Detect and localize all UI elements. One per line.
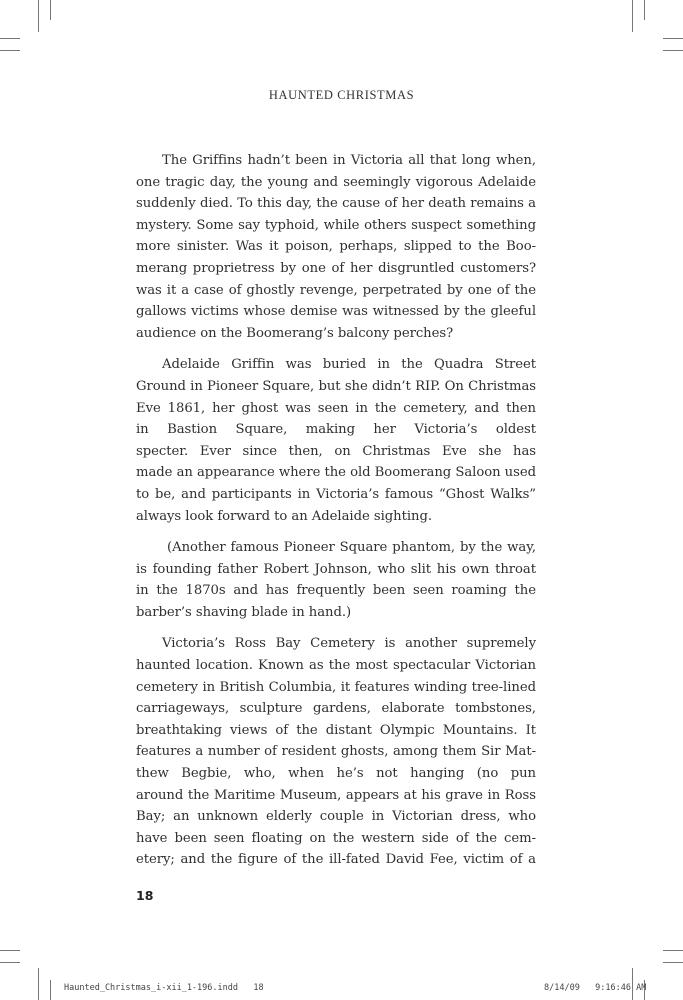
text-line: always look forward to an Adelaide sighting. xyxy=(136,508,432,524)
text-line: one tragic day, the young and seemingly vigorous Adelaide xyxy=(136,174,536,190)
text-line: etery; and the figure of the ill-fated David Fee, victim of a xyxy=(136,852,536,868)
crop-mark xyxy=(632,0,633,32)
crop-mark xyxy=(38,968,39,1000)
text-line: suddenly died. To this day, the cause of her death remains a xyxy=(136,196,536,212)
crop-mark xyxy=(663,950,683,951)
text-line: The Griffins hadn’t been in Victoria all that long when, xyxy=(162,153,536,168)
text-line: (Another famous Pioneer Square phantom, by the way, xyxy=(167,540,536,556)
text-line: audience on the Boomerang’s balcony perches? xyxy=(136,325,454,341)
body-text xyxy=(136,150,536,871)
text-line: in the 1870s and has frequently been seen roaming the xyxy=(136,583,536,599)
text-line: thew Begbie, who, when he’s not hanging (no pun xyxy=(136,766,536,782)
text-line: specter. Ever since then, on Christmas Eve she has xyxy=(136,443,536,459)
text-line: breathtaking views of the distant Olympic Mountains. It xyxy=(136,722,536,738)
text-line: in Bastion Square, making her Victoria’s oldest xyxy=(136,422,536,438)
text-line: cemetery in British Columbia, it features winding tree-lined xyxy=(136,679,536,695)
text-line: mystery. Some say typhoid, while others suspect something xyxy=(136,217,536,233)
crop-mark xyxy=(0,950,20,951)
running-head: HAUNTED CHRISTMAS xyxy=(268,88,415,102)
crop-mark xyxy=(663,962,683,963)
text-line: made an appearance where the old Boomerang Saloon used xyxy=(136,465,536,481)
text-line: was it a case of ghostly revenge, perpetrated by one of the xyxy=(136,282,536,298)
slug-timestamp: 8/14/09 9:16:46 AM xyxy=(544,983,647,993)
text-line: Victoria’s Ross Bay Cemetery is another supremely xyxy=(162,636,536,652)
slug-filename: Haunted_Christmas_i-xii_1-196.indd 18 xyxy=(64,983,264,993)
text-line: Eve 1861, her ghost was seen in the cemetery, and then xyxy=(136,400,536,416)
paragraph xyxy=(136,150,536,344)
text-line: to be, and participants in Victoria’s famous “Ghost Walks” xyxy=(136,486,536,502)
text-line: barber’s shaving blade in hand.) xyxy=(136,604,352,620)
crop-mark xyxy=(50,980,51,1000)
crop-mark xyxy=(663,50,683,51)
paragraph xyxy=(136,537,536,623)
text-line: Ground in Pioneer Square, but she didn’t RIP. On Christmas xyxy=(136,378,536,394)
crop-mark xyxy=(663,38,683,39)
text-line: is founding father Robert Johnson, who slit his own throat xyxy=(136,561,536,577)
crop-mark xyxy=(0,962,20,963)
crop-mark xyxy=(0,50,20,51)
paragraph xyxy=(136,354,536,527)
crop-mark xyxy=(50,0,51,20)
text-line: around the Maritime Museum, appears at his grave in Ross xyxy=(136,787,536,803)
text-line: gallows victims whose demise was witnessed by the gleeful xyxy=(136,304,536,320)
crop-mark xyxy=(644,0,645,20)
paragraph xyxy=(136,633,536,871)
page-number: 18 xyxy=(136,888,154,903)
text-line: merang proprietress by one of her disgruntled customers? xyxy=(136,260,536,276)
text-line: haunted location. Known as the most spectacular Victorian xyxy=(136,658,536,674)
text-line: Bay; an unknown elderly couple in Victorian dress, who xyxy=(136,809,536,825)
text-line: carriageways, sculpture gardens, elaborate tombstones, xyxy=(136,701,536,717)
text-line: more sinister. Was it poison, perhaps, slipped to the Boo- xyxy=(136,239,536,255)
crop-mark xyxy=(38,0,39,32)
text-line: Adelaide Griffin was buried in the Quadra Street xyxy=(162,357,536,373)
text-line: have been seen floating on the western side of the cem- xyxy=(136,830,536,846)
text-line: features a number of resident ghosts, among them Sir Mat- xyxy=(136,744,536,760)
crop-mark xyxy=(0,38,20,39)
